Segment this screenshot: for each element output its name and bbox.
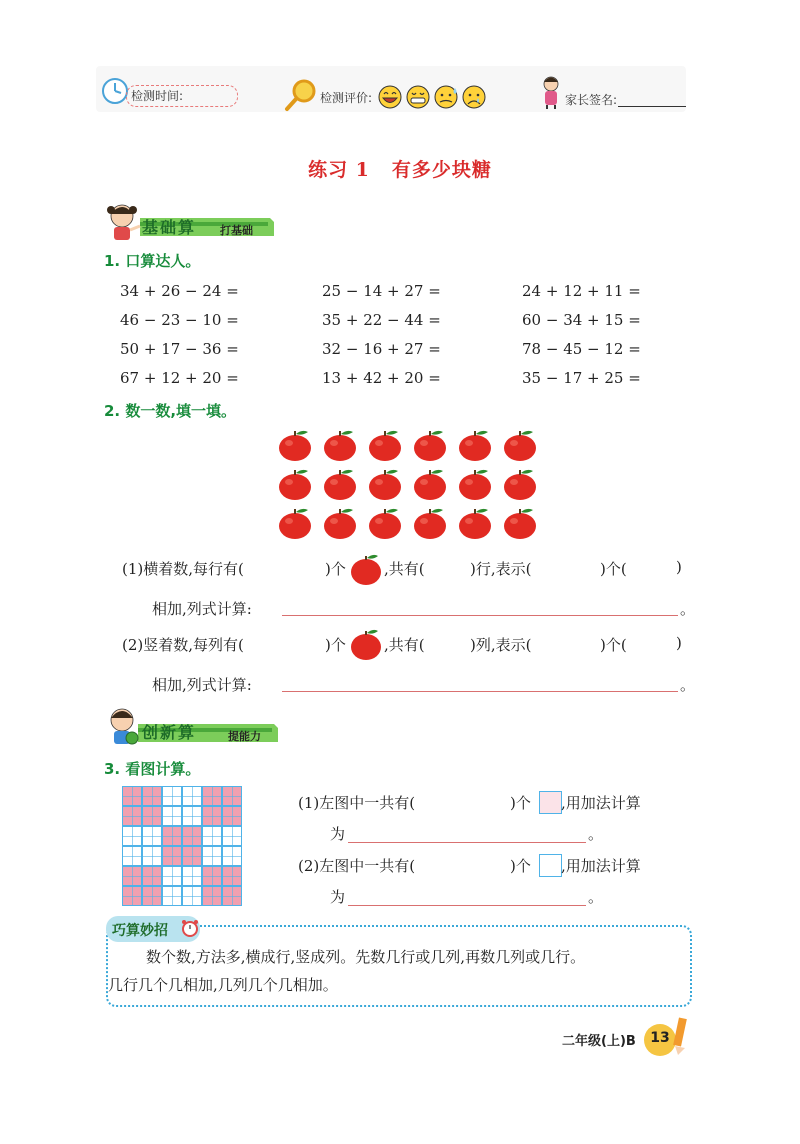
pink-cell: [202, 806, 222, 826]
pink-square-icon: [539, 791, 562, 814]
q2-part1-answer-line[interactable]: [282, 615, 678, 616]
pink-cell: [182, 846, 202, 866]
pink-cell: [162, 846, 182, 866]
q3-s1-end: 。: [588, 825, 604, 843]
apple-icon: [366, 505, 404, 541]
apple-icon: [501, 505, 539, 541]
white-cell: [182, 806, 202, 826]
apple-icon: [321, 505, 359, 541]
q3-s1-answer-line[interactable]: [348, 842, 586, 843]
equation: 34 + 26 − 24 =: [120, 282, 239, 300]
alarm-clock-icon: [181, 918, 199, 938]
equation: 25 − 14 + 27 =: [322, 282, 441, 300]
equation: 50 + 17 − 36 =: [120, 340, 239, 358]
white-cell: [162, 786, 182, 806]
pink-cell: [222, 786, 242, 806]
equation: 67 + 12 + 20 =: [120, 369, 239, 387]
white-cell: [222, 826, 242, 846]
apple-icon: [276, 466, 314, 502]
apple-icon: [411, 505, 449, 541]
equation: 13 + 42 + 20 =: [322, 369, 441, 387]
q2-part2-end: 。: [680, 676, 696, 694]
sign-field[interactable]: [618, 106, 686, 107]
white-cell: [182, 866, 202, 886]
parent-avatar-icon: [537, 74, 565, 110]
apple-icon: [411, 466, 449, 502]
q2-part2-f: ): [676, 634, 682, 652]
pink-cell: [162, 826, 182, 846]
equation: 35 − 17 + 25 =: [522, 369, 641, 387]
pink-cell: [142, 806, 162, 826]
q2-part2-d: )列,表示(: [470, 636, 532, 654]
q2-part2-b: )个: [325, 636, 346, 654]
page-title: [0, 155, 800, 182]
white-cell: [142, 826, 162, 846]
pink-cell: [142, 886, 162, 906]
tip-tag-label: 巧算妙招: [112, 923, 168, 939]
white-cell: [182, 886, 202, 906]
pink-cell: [182, 826, 202, 846]
q2-part1-b: )个: [325, 560, 346, 578]
white-cell: [162, 886, 182, 906]
q3-s1-b: )个: [510, 794, 531, 812]
laugh-face-icon: [379, 86, 401, 108]
pink-cell: [222, 806, 242, 826]
q3-s2-c: ,用加法计算: [561, 857, 641, 875]
white-cell: [202, 826, 222, 846]
white-cell: [162, 806, 182, 826]
rating-faces[interactable]: [378, 84, 488, 110]
q3-s2-a: (2)左图中一共有(: [298, 857, 416, 875]
apple-icon: [348, 627, 384, 661]
q3-s1-a: (1)左图中一共有(: [298, 794, 416, 812]
pink-cell: [202, 886, 222, 906]
white-cell: [122, 846, 142, 866]
apple-icon: [366, 427, 404, 463]
apple-icon: [411, 427, 449, 463]
pink-cell: [122, 886, 142, 906]
apple-icon: [456, 505, 494, 541]
q2-part2-e: )个(: [600, 636, 627, 654]
q2-part1-f: ): [676, 558, 682, 576]
q2-part1-line2: 相加,列式计算:: [152, 600, 252, 618]
pink-cell: [202, 866, 222, 886]
q3-title: 3. 看图计算。: [104, 760, 201, 778]
apple-icon: [321, 466, 359, 502]
white-cell: [202, 846, 222, 866]
apple-icon: [276, 505, 314, 541]
pink-cell: [222, 866, 242, 886]
apple-icon: [456, 427, 494, 463]
equation: 24 + 12 + 11 =: [522, 282, 641, 300]
q3-s1-c: ,用加法计算: [561, 794, 641, 812]
pink-cell: [142, 786, 162, 806]
q2-part1-end: 。: [680, 600, 696, 618]
white-cell: [182, 786, 202, 806]
grin-face-icon: [407, 86, 429, 108]
section-basic-sub: 打基础: [220, 224, 253, 237]
q2-part1-e: )个(: [600, 560, 627, 578]
pink-cell: [222, 886, 242, 906]
apple-icon: [321, 427, 359, 463]
equation: 35 + 22 − 44 =: [322, 311, 441, 329]
q3-s2-end: 。: [588, 888, 604, 906]
q2-part2-answer-line[interactable]: [282, 691, 678, 692]
white-cell: [162, 866, 182, 886]
section-innovate-label: 创新算: [142, 723, 197, 742]
q2-title: 2. 数一数,填一填。: [104, 402, 237, 420]
equation: 46 − 23 − 10 =: [120, 311, 239, 329]
white-cell: [142, 846, 162, 866]
q2-part1-c: ,共有(: [384, 560, 425, 578]
equation: 78 − 45 − 12 =: [522, 340, 641, 358]
eval-label: 检测评价:: [320, 91, 373, 105]
magnifier-icon: [284, 78, 318, 112]
section-basic-label: 基础算: [142, 218, 197, 237]
q1-title: 1. 口算达人。: [104, 252, 201, 270]
white-cell: [222, 846, 242, 866]
pink-cell: [122, 806, 142, 826]
apple-icon: [456, 466, 494, 502]
apple-icon: [501, 427, 539, 463]
apple-icon: [501, 466, 539, 502]
q3-s2-answer-line[interactable]: [348, 905, 586, 906]
title-part1: 练习 1: [308, 159, 370, 181]
tip-line1: 数个数,方法多,横成行,竖成列。先数几行或几列,再数几列或几行。: [146, 948, 586, 966]
pink-grid: [122, 786, 242, 906]
q2-part1-a: (1)横着数,每行有(: [122, 560, 244, 578]
equation: 32 − 16 + 27 =: [322, 340, 441, 358]
apple-icon: [366, 466, 404, 502]
grade-label: 二年级(上)B: [562, 1034, 636, 1049]
section-innovate-sub: 提能力: [228, 730, 261, 743]
q3-s2-b: )个: [510, 857, 531, 875]
q2-part2-c: ,共有(: [384, 636, 425, 654]
white-square-icon: [539, 854, 562, 877]
sad-face-icon: [463, 86, 485, 108]
q3-s1-line2: 为: [330, 825, 346, 843]
sign-label: 家长签名:: [565, 93, 618, 107]
tip-line2: 几行几个几相加,几列几个几相加。: [108, 976, 338, 994]
worried-face-icon: [435, 86, 457, 108]
pink-cell: [202, 786, 222, 806]
page-number: 13: [650, 1030, 670, 1046]
q2-part2-a: (2)竖着数,每列有(: [122, 636, 244, 654]
q2-part2-line2: 相加,列式计算:: [152, 676, 252, 694]
apple-icon: [348, 552, 384, 586]
pink-cell: [142, 866, 162, 886]
equation: 60 − 34 + 15 =: [522, 311, 641, 329]
white-cell: [122, 826, 142, 846]
q3-s2-line2: 为: [330, 888, 346, 906]
apple-icon: [276, 427, 314, 463]
q2-part1-d: )行,表示(: [470, 560, 532, 578]
time-label: 检测时间:: [131, 89, 184, 103]
pink-cell: [122, 786, 142, 806]
pink-cell: [122, 866, 142, 886]
title-part2: 有多少块糖: [391, 159, 492, 181]
